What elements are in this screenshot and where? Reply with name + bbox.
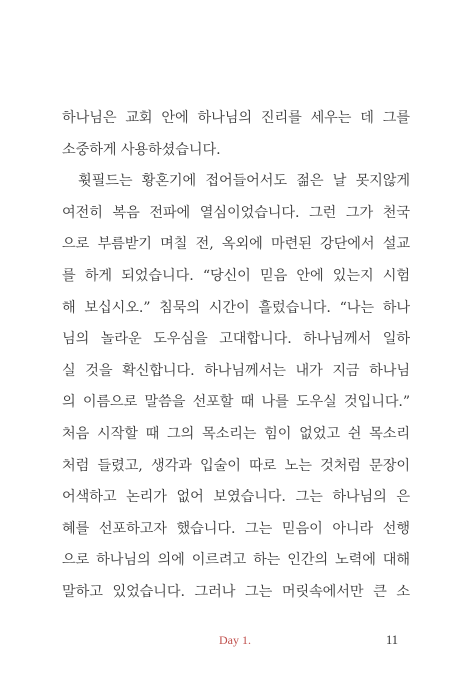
text-line: 으로 하나님의 의에 이르려고 하는 인간의 노력에 대해 [62,552,410,569]
text-line: 처음 시작할 때 그의 목소리는 힘이 없었고 쉰 목소리 [62,425,410,442]
text-line: 어색하고 논리가 없어 보였습니다. 그는 하나님의 은 [62,489,410,506]
text-line: 해 보십시오.” 침묵의 시간이 흘렀습니다. “나는 하나 [62,299,410,316]
text-line: 말하고 있었습니다. 그러나 그는 머릿속에서만 큰 소 [62,583,410,600]
text-line: 휫필드는 황혼기에 접어들어서도 젊은 날 못지않게 [78,173,410,190]
text-line: 처럼 들렸고, 생각과 입술이 따로 노는 것처럼 문장이 [62,457,410,474]
text-line: 를 하게 되었습니다. “당신이 믿음 안에 있는지 시험 [62,267,410,284]
text-line: 으로 부름받기 며칠 전, 옥외에 마련된 강단에서 설교 [62,236,410,253]
text-line: 혜를 선포하고자 했습니다. 그는 믿음이 아니라 선행 [62,520,410,537]
page-footer [0,630,470,650]
text-line: 소중하게 사용하셨습니다. [62,141,221,158]
running-head: Day 1. [219,633,251,647]
page-number: 11 [386,633,399,647]
text-line: 하나님은 교회 안에 하나님의 진리를 세우는 데 그를 [62,110,410,126]
text-line: 여전히 복음 전파에 열심이었습니다. 그런 그가 천국 [62,204,410,221]
text-line: 님의 놀라운 도우심을 고대합니다. 하나님께서 일하 [62,331,410,348]
text-line: 실 것을 확신합니다. 하나님께서는 내가 지금 하나님 [62,362,410,379]
body-text [62,103,410,609]
text-line: 의 이름으로 말씀을 선포할 때 나를 도우실 것입니다.” [62,394,410,411]
